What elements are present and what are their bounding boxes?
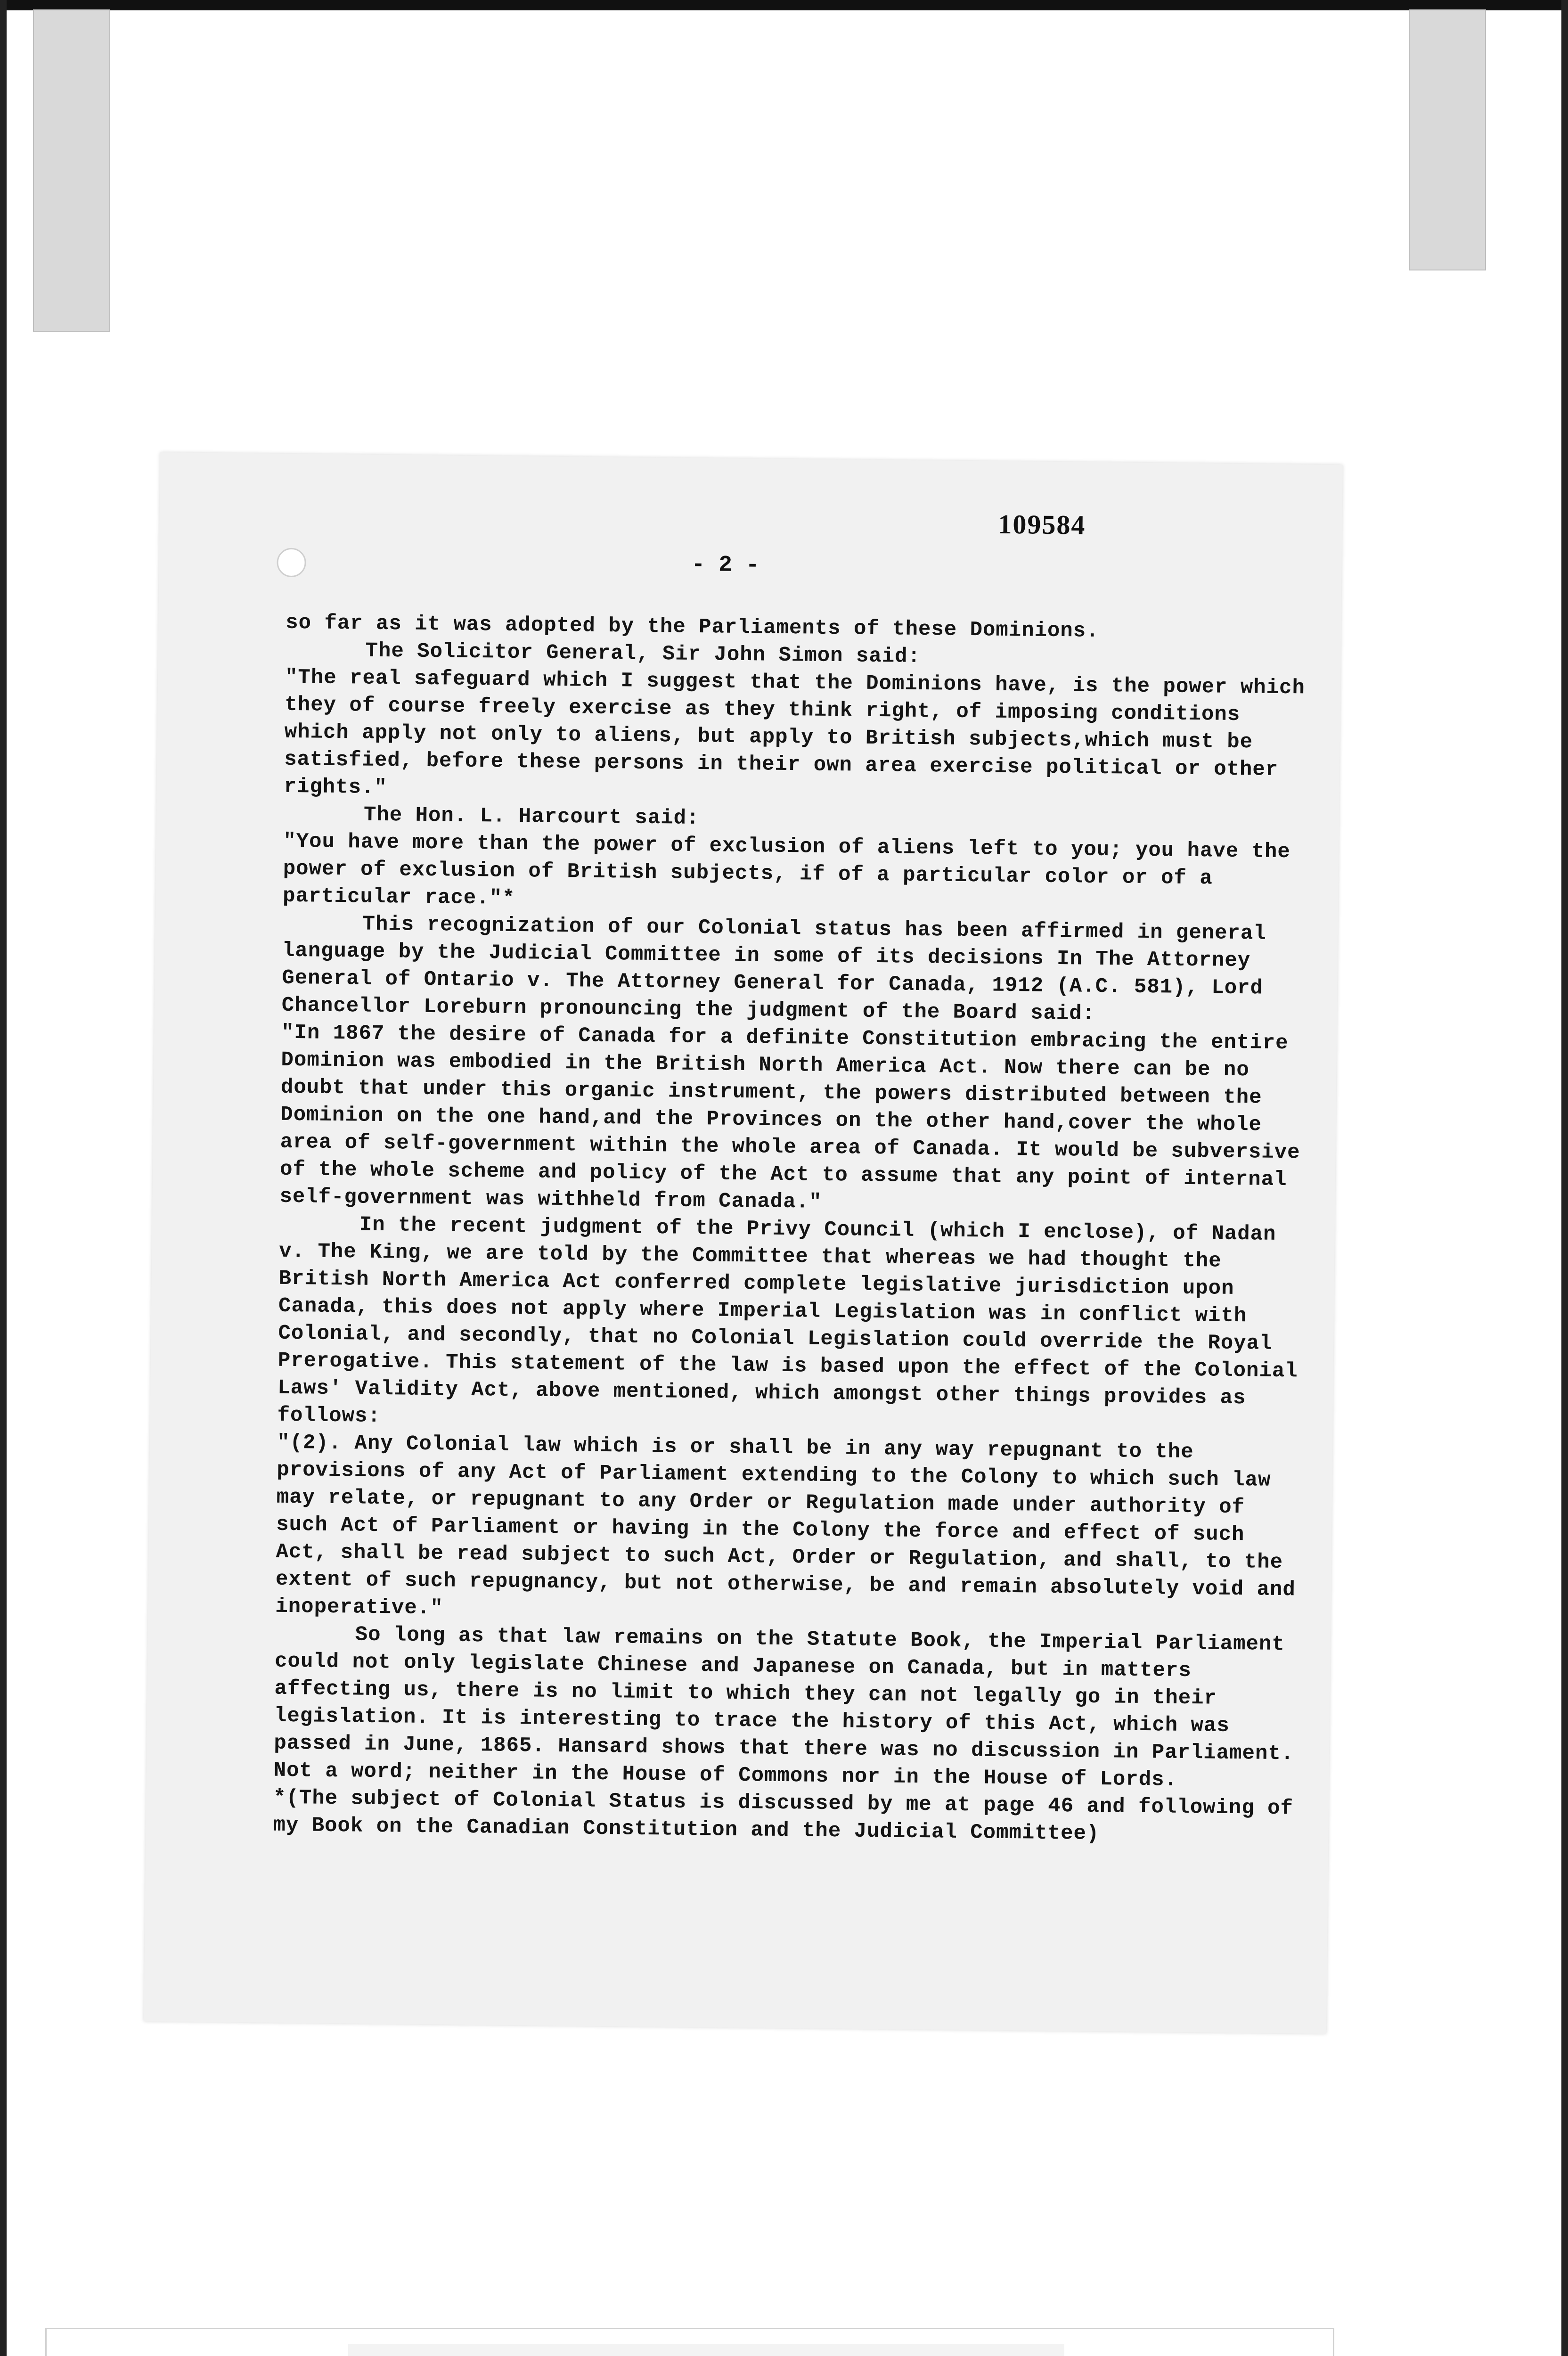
page-number: - 2 - <box>691 552 760 579</box>
reference-strip <box>348 2344 1064 2356</box>
paragraph: This recognization of our Colonial status has been affirmed in general language by the Judicial Committee in some of its decisions In The Attorney General of Ontario v. The Attorney General for Canada, 1912 (A.C. 581), Lord Chancellor Loreburn pronouncing the judgment of the Board said: <box>281 912 1267 1026</box>
paragraph: so far as it was adopted by the Parliaments of these Dominions. <box>285 611 1099 643</box>
quotation: "In 1867 the desire of Canada for a definite Constitution embracing the entire Dominion was embodied in the British North America Act. Now there can be no doubt that under this organic instrument, the powers distributed between the Dominion on the one hand,and the Provinces on the other hand,cover the whole area of self-government within the whole area of Canada. It would be subversive of the whole scheme and policy of the Act to assume that any point of internal self-government was withheld from Canada." <box>279 1021 1300 1214</box>
tape-strip-top-left <box>33 9 110 332</box>
paragraph: So long as that law remains on the Statute Book, the Imperial Parliament could not only legislate Chinese and Japanese on Canada, but in matters affecting us, there is no limit to which they can not legally go in their legislation. It is interesting to trace the history of this Act, which was passed in June, 1865. Hansard shows that there was no discussion in Parliament. Not a word; neither in the House of Commons nor in the House of Lords. <box>273 1623 1294 1792</box>
scan-border-right <box>1561 0 1568 2356</box>
footnote: *(The subject of Colonial Status is discussed by me at page 46 and following of my Book on the Canadian Constitution and the Judicial Committee) <box>273 1786 1294 1846</box>
quotation: "You have more than the power of exclusion of aliens left to you; you have the power of exclusion of British subjects, if of a particular color or of a particular race."* <box>282 829 1291 910</box>
letter-body <box>273 609 1313 1850</box>
quotation: "(2). Any Colonial law which is or shall be in any way repugnant to the provisions of any Act of Parliament extending to the Colony to which such law may relate, or repugnant to any Order or Regulation made under authority of such Act of Parliament or having in the Colony the force and effect of such Act, shall be read subject to such Act, Order or Regulation, and shall, to the extent of such repugnancy, but not otherwise, be and remain absolutely void and inoperative." <box>275 1431 1296 1620</box>
paragraph: In the recent judgment of the Privy Council (which I enclose), of Nadan v. The King, we are told by the Committee that whereas we had thought the British North America Act conferred complete legislative jurisdiction upon Canada, this does not apply where Imperial Legislation was in conflict with Colonial, and secondly, that no Colonial Legislation could override the Royal Prerogative. This statement of the law is based upon the effect of the Colonial Laws' Validity Act, above mentioned, which amongst other things provides as follows: <box>277 1213 1298 1429</box>
scan-border-top <box>0 0 1568 10</box>
quotation: "The real safeguard which I suggest that the Dominions have, is the power which they of course freely exercise as they think right, of imposing conditions which apply not only to aliens, but apply to British subjects,which must be satisfied, before these persons in their own area exercise political or other rights." <box>284 665 1306 800</box>
document-page <box>144 452 1343 2034</box>
paragraph: The Hon. L. Harcourt said: <box>363 803 700 831</box>
paragraph: The Solicitor General, Sir John Simon said: <box>365 639 921 669</box>
archive-label <box>45 2328 1334 2356</box>
punch-hole <box>277 548 306 578</box>
scan-border-left <box>0 0 7 2356</box>
tape-strip-top-right <box>1409 9 1486 270</box>
document-number: 109584 <box>998 508 1086 540</box>
